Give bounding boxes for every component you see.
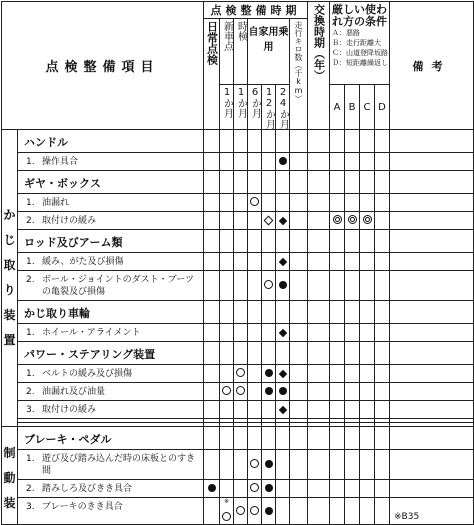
diamond-mark: [278, 258, 286, 266]
list-item: 2. 油漏れ及び油量: [18, 383, 204, 401]
self-use-header: 自家用乗用: [248, 19, 290, 85]
list-item: 2. ボール・ジョイントのダスト・ブーツの亀裂及び損傷: [18, 271, 204, 301]
required-mark: [208, 484, 216, 492]
group-gearbox: ギヤ・ボックス: [18, 171, 204, 194]
double-circle-mark: [363, 215, 372, 224]
double-circle-mark: [333, 215, 342, 224]
group-steering-wheel: かじ取り車輪: [18, 301, 204, 324]
required-mark: [265, 460, 273, 468]
diamond-mark: [278, 329, 286, 337]
list-item: 3. ブレーキのきき具合: [18, 498, 204, 525]
check-mark: [250, 459, 259, 468]
check-mark: [264, 280, 273, 289]
check-mark: [250, 483, 259, 492]
diamond-mark: [278, 217, 286, 225]
cond-col-a: A: [330, 85, 345, 130]
remark-reference: ※B35: [390, 498, 474, 525]
required-mark: [279, 157, 287, 165]
list-item: 1. 操作具合: [18, 153, 204, 171]
check-mark: [236, 368, 245, 377]
cond-col-b: B: [345, 85, 360, 130]
brake-category: 制 動 装: [2, 427, 18, 525]
periodic-header: 時検: [234, 19, 248, 85]
steering-category: か じ 取 り 装 置: [2, 130, 18, 427]
check-mark: [250, 197, 259, 206]
open-diamond-mark: [264, 216, 274, 226]
group-handle: ハンドル: [18, 130, 204, 153]
check-mark: [236, 386, 245, 395]
required-mark: [265, 387, 273, 395]
diamond-mark: [278, 406, 286, 414]
list-item: 1. ホイール・アライメント: [18, 324, 204, 342]
cond-col-c: C: [360, 85, 375, 130]
daily-check-header: 日常点検: [204, 19, 220, 130]
list-item: 1. 油漏れ: [18, 194, 204, 212]
twentyfour-month-header: 24か月: [276, 85, 290, 130]
item-title-header: 点検整備項目: [2, 2, 204, 130]
maintenance-table: 点検整備項目 点検整備時期 交換時期（年） 厳しい使われ方の条件 Ａ：悪路 Ｂ：走行距離大 Ｃ：山道登降坂路 Ｄ：短距離繰返し 備考 日常点検 新車点 時検 自家用乗用 走行キロ数（千km） 1か月 1か月 6か月 12か月 24か月 A B C D か じ 取 り 装 置 ハンドル 1. 操作具合 ギヤ・ボックス 1. 油漏れ 2. 取付けの緩み ロッド及びアーム類 1. 緩み、がた及び損傷 2. ボール・ジョイントのダスト・ブーツの亀裂及び損傷 かじ取り車輪 1. ホイール・アライメント パワー・ステアリング装置 1. ベルトの緩み及び損傷 2. 油漏れ及び油量 3. 取付けの緩み 制 動 装 ブレーキ・ペダル 1. 遊び及び踏み込んだ時の床板とのすき間 2. 踏みしろ及びきき具合 3. ブレーキのきき具合 ※ ※B35: [1, 1, 474, 525]
new-car-header: 新車点: [220, 19, 234, 85]
check-mark: [236, 506, 245, 515]
required-mark: [265, 507, 273, 515]
list-item: 1. 緩み、がた及び損傷: [18, 253, 204, 271]
twelve-month-header: 12か月: [262, 85, 276, 130]
remarks-header: 備考: [390, 2, 474, 130]
group-brake-pedal: ブレーキ・ペダル: [18, 427, 204, 450]
distance-header: 走行キロ数（千km）: [290, 19, 308, 130]
check-mark: [222, 386, 231, 395]
group-rod-arm: ロッド及びアーム類: [18, 230, 204, 253]
diamond-mark: [278, 370, 286, 378]
list-item: 2. 踏みしろ及びきき具合: [18, 480, 204, 498]
list-item: 1. ベルトの緩み及び損傷: [18, 365, 204, 383]
one-month-header: 1か月: [220, 85, 234, 130]
cond-col-d: D: [375, 85, 390, 130]
period-header: 点検整備時期: [204, 2, 308, 19]
required-mark: [265, 484, 273, 492]
list-item: 3. 取付けの緩み: [18, 401, 204, 419]
six-month-header: 6か月: [248, 85, 262, 130]
conditions-header: 厳しい使われ方の条件 Ａ：悪路 Ｂ：走行距離大 Ｃ：山道登降坂路 Ｄ：短距離繰返し: [330, 2, 390, 85]
required-mark: [265, 369, 273, 377]
required-mark: [279, 387, 287, 395]
list-item: 1. 遊び及び踏み込んだ時の床板とのすき間: [18, 450, 204, 480]
required-mark: [279, 281, 287, 289]
list-item: 2. 取付けの緩み: [18, 212, 204, 230]
check-mark: [250, 506, 259, 515]
replacement-header: 交換時期（年）: [308, 2, 330, 130]
double-circle-mark: [348, 215, 357, 224]
group-power-steering: パワー・ステアリング装置: [18, 342, 204, 365]
one-month-b-header: 1か月: [234, 85, 248, 130]
